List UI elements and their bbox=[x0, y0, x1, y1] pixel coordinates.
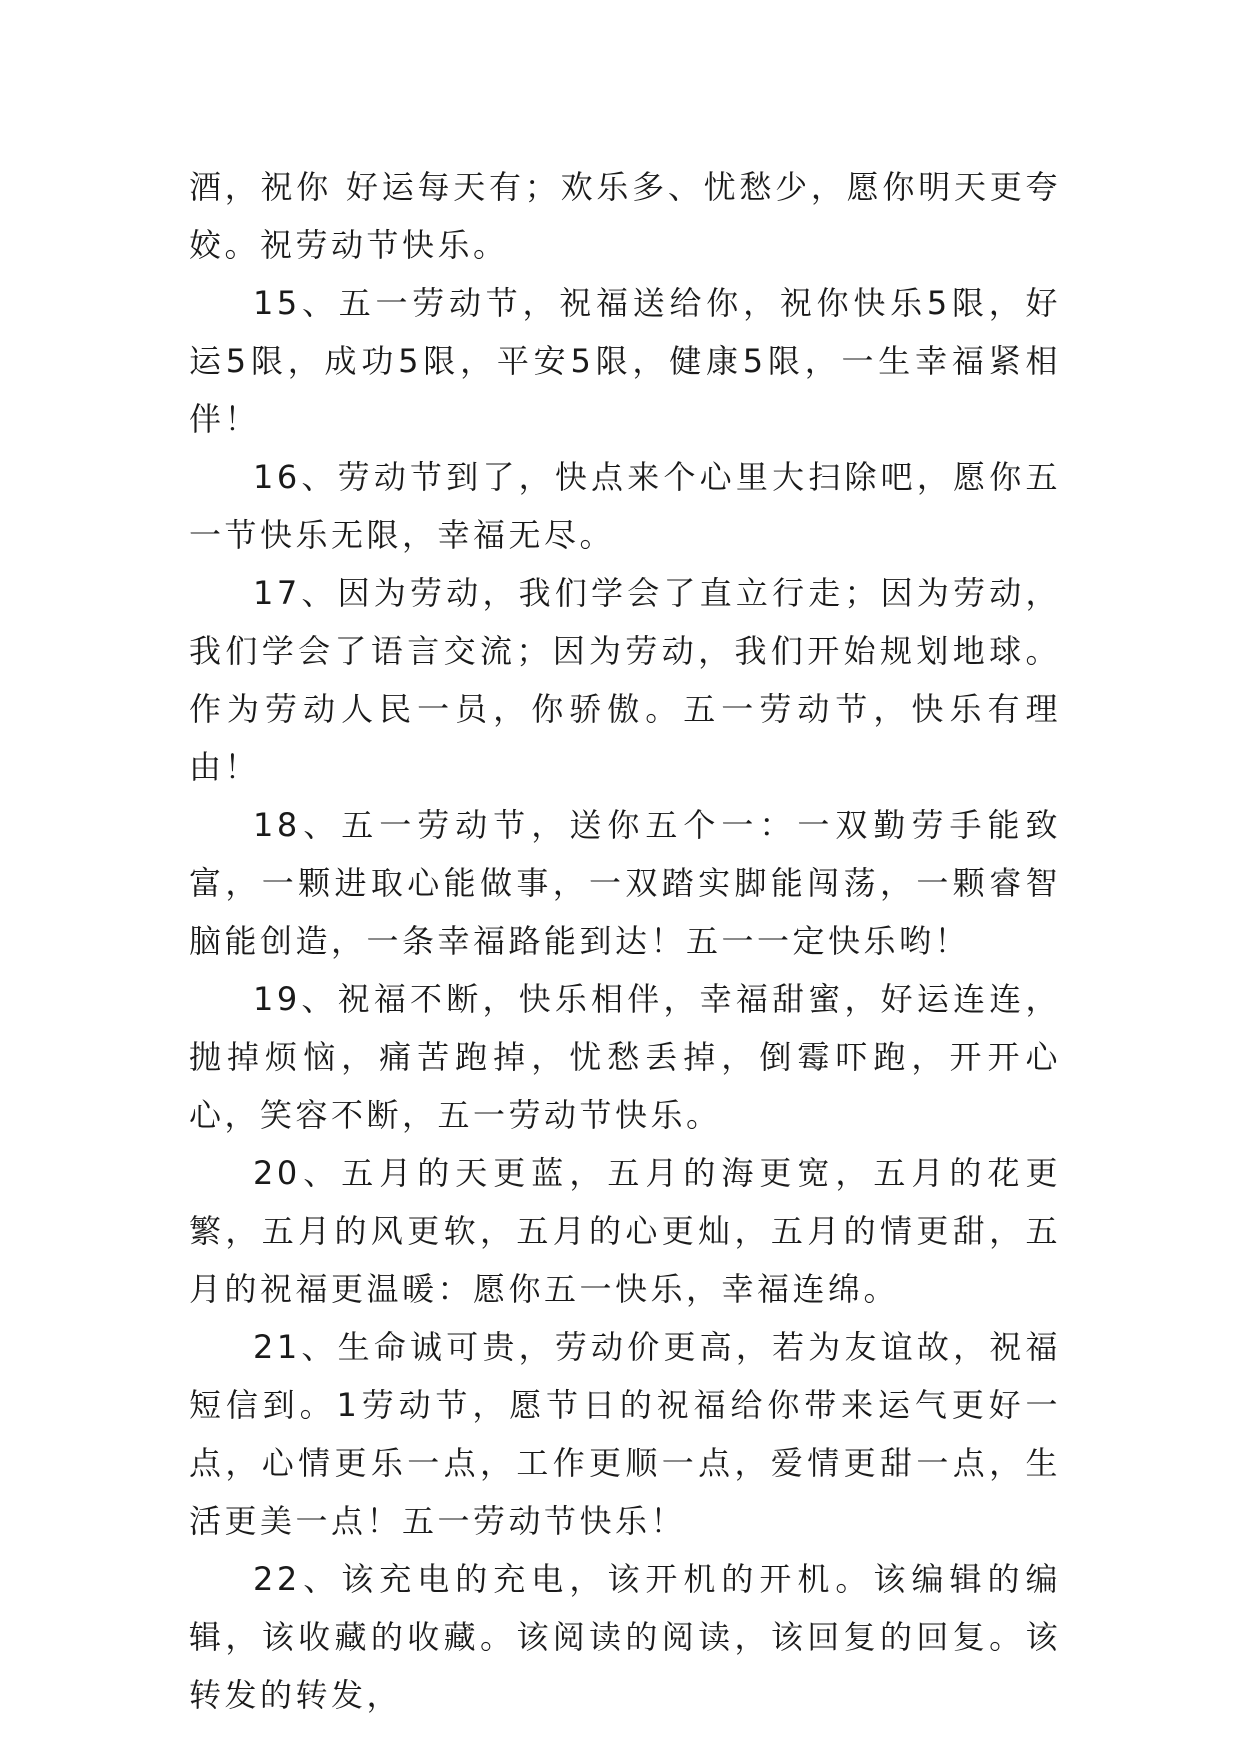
paragraph-15: 15、五一劳动节，祝福送给你，祝你快乐5限，好运5限，成功5限，平安5限，健康5限，一生幸福紧相伴！ bbox=[189, 284, 1061, 438]
paragraph-19: 19、祝福不断，快乐相伴，幸福甜蜜，好运连连，抛掉烦恼，痛苦跑掉，忧愁丢掉，倒霉吓跑，开开心心，笑容不断，五一劳动节快乐。 bbox=[189, 980, 1061, 1134]
document-body bbox=[189, 158, 1061, 1724]
paragraph-continued: 酒，祝你 好运每天有；欢乐多、忧愁少，愿你明天更夸姣。祝劳动节快乐。 bbox=[189, 168, 1061, 264]
paragraph-17: 17、因为劳动，我们学会了直立行走；因为劳动，我们学会了语言交流；因为劳动，我们开始规划地球。作为劳动人民一员，你骄傲。五一劳动节，快乐有理由！ bbox=[189, 574, 1061, 786]
paragraph-18: 18、五一劳动节，送你五个一：一双勤劳手能致富，一颗进取心能做事，一双踏实脚能闯荡，一颗睿智脑能创造，一条幸福路能到达！五一一定快乐哟！ bbox=[189, 806, 1061, 960]
paragraph-21: 21、生命诚可贵，劳动价更高，若为友谊故，祝福短信到。1劳动节，愿节日的祝福给你带来运气更好一点，心情更乐一点，工作更顺一点，爱情更甜一点，生活更美一点！五一劳动节快乐！ bbox=[189, 1328, 1061, 1540]
paragraph-22: 22、该充电的充电，该开机的开机。该编辑的编辑，该收藏的收藏。该阅读的阅读，该回复的回复。该转发的转发， bbox=[189, 1560, 1061, 1714]
paragraph-20: 20、五月的天更蓝，五月的海更宽，五月的花更繁，五月的风更软，五月的心更灿，五月的情更甜，五月的祝福更温暖：愿你五一快乐，幸福连绵。 bbox=[189, 1154, 1061, 1308]
paragraph-16: 16、劳动节到了，快点来个心里大扫除吧，愿你五一节快乐无限，幸福无尽。 bbox=[189, 458, 1061, 554]
